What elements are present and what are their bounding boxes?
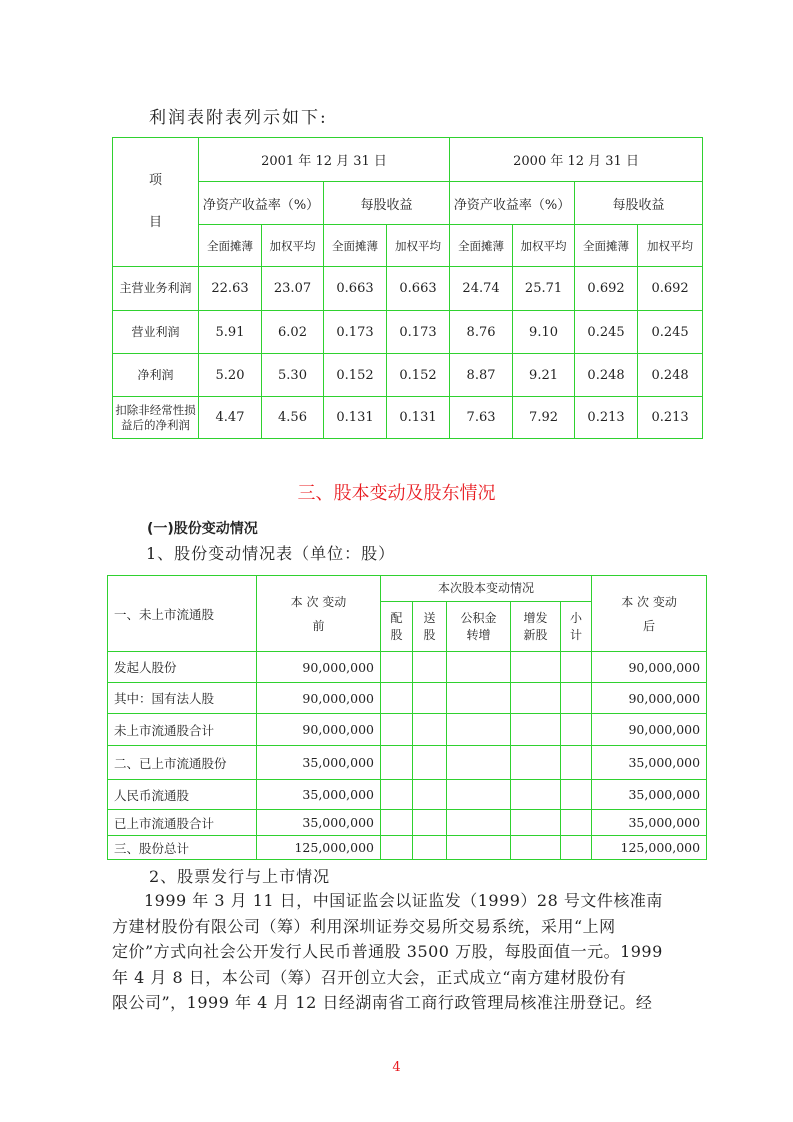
- weighted-avg-header: 加权平均: [387, 225, 450, 267]
- table-row: [108, 810, 707, 836]
- cell: 6.02: [262, 311, 324, 354]
- paragraph-line: 1999 年 3 月 11 日，中国证监会以证监发（1999）28 号文件核准南: [144, 891, 663, 910]
- unlisted-header: 一、未上市流通股: [108, 576, 257, 652]
- table-row: [108, 683, 707, 714]
- cell: 8.76: [450, 311, 513, 354]
- section-title: 三、股本变动及股东情况: [297, 483, 496, 504]
- cell: 0.213: [638, 397, 703, 439]
- item-header: 项 目: [113, 138, 199, 267]
- cell: 0.692: [575, 267, 638, 311]
- cell: 0.131: [324, 397, 387, 439]
- table-row: [113, 354, 703, 397]
- after-value: 90,000,000: [592, 683, 707, 714]
- cell: 0.248: [575, 354, 638, 397]
- eps-header: 每股收益: [324, 182, 450, 225]
- after-value: 90,000,000: [592, 652, 707, 683]
- row-label: 二、已上市流通股份: [108, 746, 257, 780]
- before-value: 90,000,000: [257, 714, 381, 746]
- table-caption: 1、股份变动情况表（单位：股）: [146, 544, 396, 563]
- cell: 5.20: [199, 354, 262, 397]
- cell: 0.245: [575, 311, 638, 354]
- before-value: 90,000,000: [257, 652, 381, 683]
- before-header: 本 次 变动前: [257, 576, 381, 652]
- weighted-avg-header: 加权平均: [638, 225, 703, 267]
- year-2001-header: 2001 年 12 月 31 日: [199, 138, 450, 182]
- table-row: [108, 714, 707, 746]
- cell: 7.63: [450, 397, 513, 439]
- paragraph-line: 限公司”，1999 年 4 月 12 日经湖南省工商行政管理局核准注册登记。经: [112, 993, 653, 1012]
- intro-text: 利润表附表列示如下:: [149, 108, 328, 128]
- before-value: 35,000,000: [257, 746, 381, 780]
- bonus-share-header: 送股: [413, 602, 447, 652]
- table-row: [113, 311, 703, 354]
- cell: 0.213: [575, 397, 638, 439]
- capital-reserve-header: 公积金转增: [447, 602, 511, 652]
- cell: 23.07: [262, 267, 324, 311]
- subsection-heading: (一)股份变动情况: [147, 521, 258, 537]
- weighted-avg-header: 加权平均: [513, 225, 575, 267]
- weighted-avg-header: 加权平均: [262, 225, 324, 267]
- roe-header: 净资产收益率（%）: [199, 182, 324, 225]
- row-label: 已上市流通股合计: [108, 810, 257, 836]
- profit-supplement-table: [112, 137, 703, 439]
- cell: 22.63: [199, 267, 262, 311]
- row-label: 发起人股份: [108, 652, 257, 683]
- row-label: 未上市流通股合计: [108, 714, 257, 746]
- cell: 0.152: [324, 354, 387, 397]
- table-row: [108, 780, 707, 810]
- after-header: 本 次 变动后: [592, 576, 707, 652]
- before-value: 90,000,000: [257, 683, 381, 714]
- table-row: [108, 746, 707, 780]
- new-issue-header: 增发新股: [511, 602, 561, 652]
- paragraph-line: 定价”方式向社会公开发行人民币普通股 3500 万股，每股面值一元。1999: [112, 942, 663, 961]
- paragraph-line: 年 4 月 8 日，本公司（筹）召开创立大会，正式成立“南方建材股份有: [112, 967, 627, 987]
- share-change-table: [107, 575, 707, 860]
- row-label: 其中：国有法人股: [108, 683, 257, 714]
- cell: 0.663: [324, 267, 387, 311]
- full-diluted-header: 全面摊薄: [199, 225, 262, 267]
- cell: 0.245: [638, 311, 703, 354]
- before-value: 125,000,000: [257, 836, 381, 860]
- table-row: [108, 836, 707, 860]
- table-row: [113, 397, 703, 439]
- row-label: 三、股份总计: [108, 836, 257, 860]
- cell: 0.663: [387, 267, 450, 311]
- cell: 24.74: [450, 267, 513, 311]
- cell: 25.71: [513, 267, 575, 311]
- cell: 7.92: [513, 397, 575, 439]
- cell: 0.248: [638, 354, 703, 397]
- row-label: 净利润: [113, 354, 199, 397]
- row-label: 人民币流通股: [108, 780, 257, 810]
- cell: 5.30: [262, 354, 324, 397]
- cell: 0.152: [387, 354, 450, 397]
- roe-header: 净资产收益率（%）: [450, 182, 575, 225]
- cell: 8.87: [450, 354, 513, 397]
- table-row: [108, 652, 707, 683]
- after-value: 35,000,000: [592, 780, 707, 810]
- change-header: 本次股本变动情况: [381, 576, 592, 602]
- full-diluted-header: 全面摊薄: [324, 225, 387, 267]
- before-value: 35,000,000: [257, 810, 381, 836]
- body-paragraph: [112, 888, 704, 1016]
- cell: 9.10: [513, 311, 575, 354]
- after-value: 35,000,000: [592, 810, 707, 836]
- cell: 4.47: [199, 397, 262, 439]
- eps-header: 每股收益: [575, 182, 703, 225]
- row-label: 主营业务利润: [113, 267, 199, 311]
- full-diluted-header: 全面摊薄: [575, 225, 638, 267]
- row-label: 营业利润: [113, 311, 199, 354]
- rights-issue-header: 配股: [381, 602, 413, 652]
- cell: 4.56: [262, 397, 324, 439]
- after-value: 35,000,000: [592, 746, 707, 780]
- full-diluted-header: 全面摊薄: [450, 225, 513, 267]
- before-value: 35,000,000: [257, 780, 381, 810]
- table-row: [113, 267, 703, 311]
- subsection-heading: 2、股票发行与上市情况: [149, 867, 331, 886]
- cell: 0.131: [387, 397, 450, 439]
- cell: 0.692: [638, 267, 703, 311]
- year-2000-header: 2000 年 12 月 31 日: [450, 138, 703, 182]
- after-value: 90,000,000: [592, 714, 707, 746]
- after-value: 125,000,000: [592, 836, 707, 860]
- cell: 0.173: [324, 311, 387, 354]
- paragraph-line: 方建材股份有限公司（筹）利用深圳证券交易所交易系统，采用“上网: [112, 916, 616, 936]
- subtotal-header: 小计: [561, 602, 592, 652]
- row-label: 扣除非经常性损益后的净利润: [113, 397, 199, 439]
- cell: 9.21: [513, 354, 575, 397]
- cell: 5.91: [199, 311, 262, 354]
- cell: 0.173: [387, 311, 450, 354]
- page-number: 4: [392, 1060, 401, 1075]
